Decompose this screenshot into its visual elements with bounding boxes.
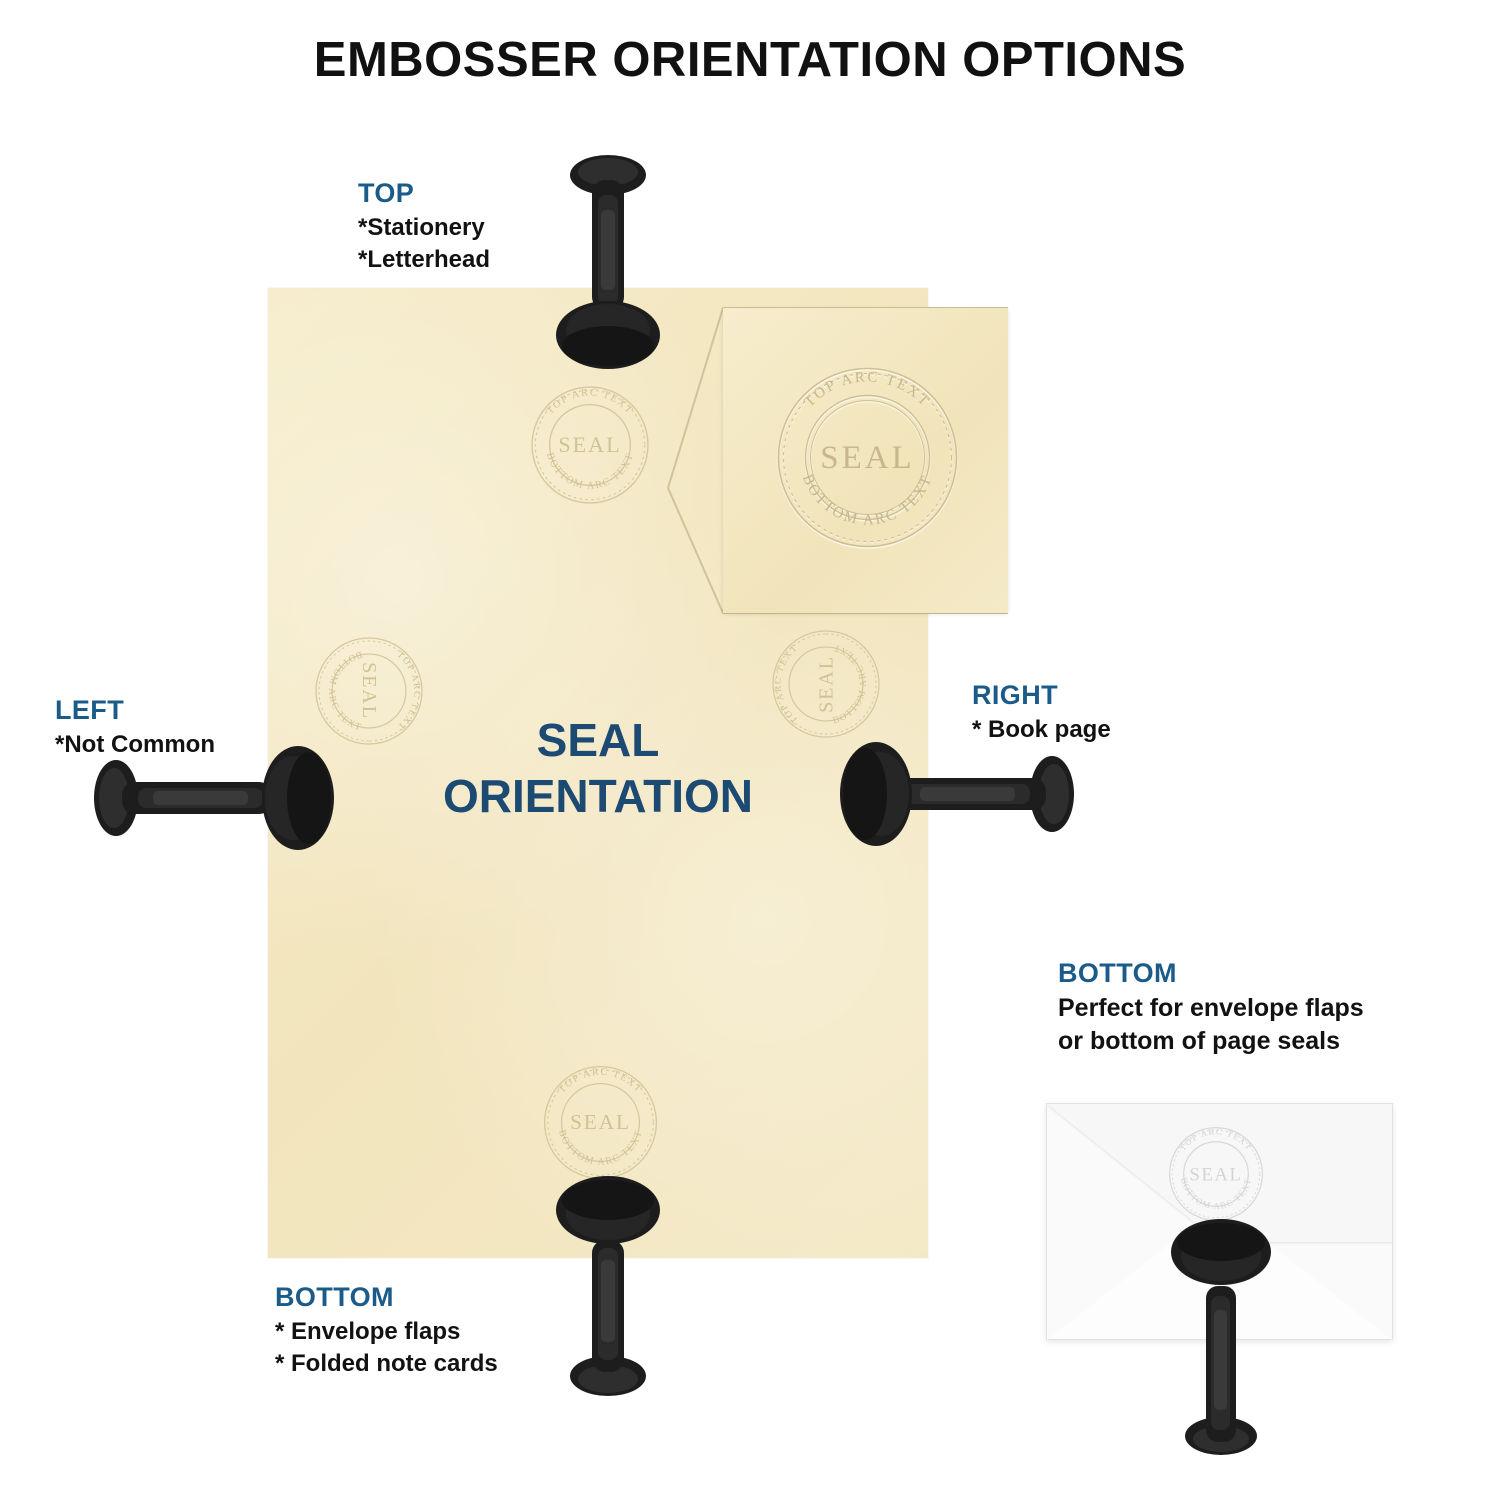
annotation-top-line-1: *Stationery [358, 214, 485, 241]
embosser-tool-right [840, 738, 1080, 848]
svg-text:SEAL: SEAL [570, 1110, 631, 1135]
annotation-left-line-1: *Not Common [55, 731, 215, 758]
svg-text:BOTTOM ARC TEXT: BOTTOM ARC TEXT [555, 1128, 646, 1168]
svg-text:BOTTOM ARC TEXT: BOTTOM ARC TEXT [326, 648, 364, 734]
annotation-bottom-right [1058, 958, 1364, 1059]
svg-text:SEAL: SEAL [815, 655, 838, 713]
svg-text:SEAL: SEAL [558, 431, 622, 457]
annotation-bottom-right-line-1: Perfect for envelope flaps [1058, 994, 1364, 1022]
svg-text:BOTTOM ARC TEXT: BOTTOM ARC TEXT [831, 641, 869, 727]
page-title: EMBOSSER ORIENTATION OPTIONS [313, 33, 1187, 87]
annotation-left [55, 695, 215, 761]
svg-text:SEAL: SEAL [820, 440, 915, 476]
svg-text:TOP ARC TEXT: TOP ARC TEXT [394, 649, 422, 733]
svg-text:SEAL: SEAL [357, 662, 380, 720]
embosser-tool-bottom [548, 1148, 668, 1398]
annotation-bottom-right-line-2: or bottom of page seals [1058, 1027, 1340, 1056]
annotation-right-head: RIGHT [972, 680, 1058, 710]
embossed-seal-top [520, 375, 660, 515]
svg-text:SEAL: SEAL [1189, 1164, 1243, 1186]
annotation-bottom-left [275, 1282, 498, 1380]
svg-text:TOP ARC TEXT: TOP ARC TEXT [544, 387, 636, 417]
svg-text:TOP ARC TEXT: TOP ARC TEXT [801, 369, 934, 411]
annotation-bottom-right-head: BOTTOM [1058, 958, 1177, 988]
svg-text:BOTTOM ARC TEXT: BOTTOM ARC TEXT [1179, 1176, 1253, 1212]
svg-text:TOP ARC TEXT: TOP ARC TEXT [556, 1066, 645, 1096]
center-label-line1: SEAL [536, 714, 660, 766]
center-label-line2: ORIENTATION [442, 770, 754, 823]
embosser-tool-envelope [1162, 1168, 1280, 1458]
annotation-bottom-left-line-1: * Envelope flaps [275, 1318, 461, 1345]
annotation-bottom-left-line-2: * Folded note cards [275, 1349, 498, 1377]
annotation-right-line-1: * Book page [972, 716, 1111, 743]
svg-text:BOTTOM ARC TEXT: BOTTOM ARC TEXT [543, 451, 637, 492]
svg-text:BOTTOM ARC TEXT: BOTTOM ARC TEXT [798, 472, 936, 529]
svg-text:TOP ARC TEXT: TOP ARC TEXT [773, 642, 801, 726]
embossed-seal-zoomed [760, 350, 975, 565]
embosser-tool-top [548, 150, 668, 380]
svg-text:TOP ARC TEXT: TOP ARC TEXT [1177, 1126, 1255, 1153]
annotation-bottom-left-head: BOTTOM [275, 1282, 394, 1312]
annotation-top [358, 178, 490, 276]
annotation-right [972, 680, 1111, 746]
center-label [368, 712, 828, 824]
annotation-top-head: TOP [358, 178, 415, 208]
annotation-top-line-2: *Letterhead [358, 245, 491, 273]
annotation-left-head: LEFT [55, 695, 125, 725]
